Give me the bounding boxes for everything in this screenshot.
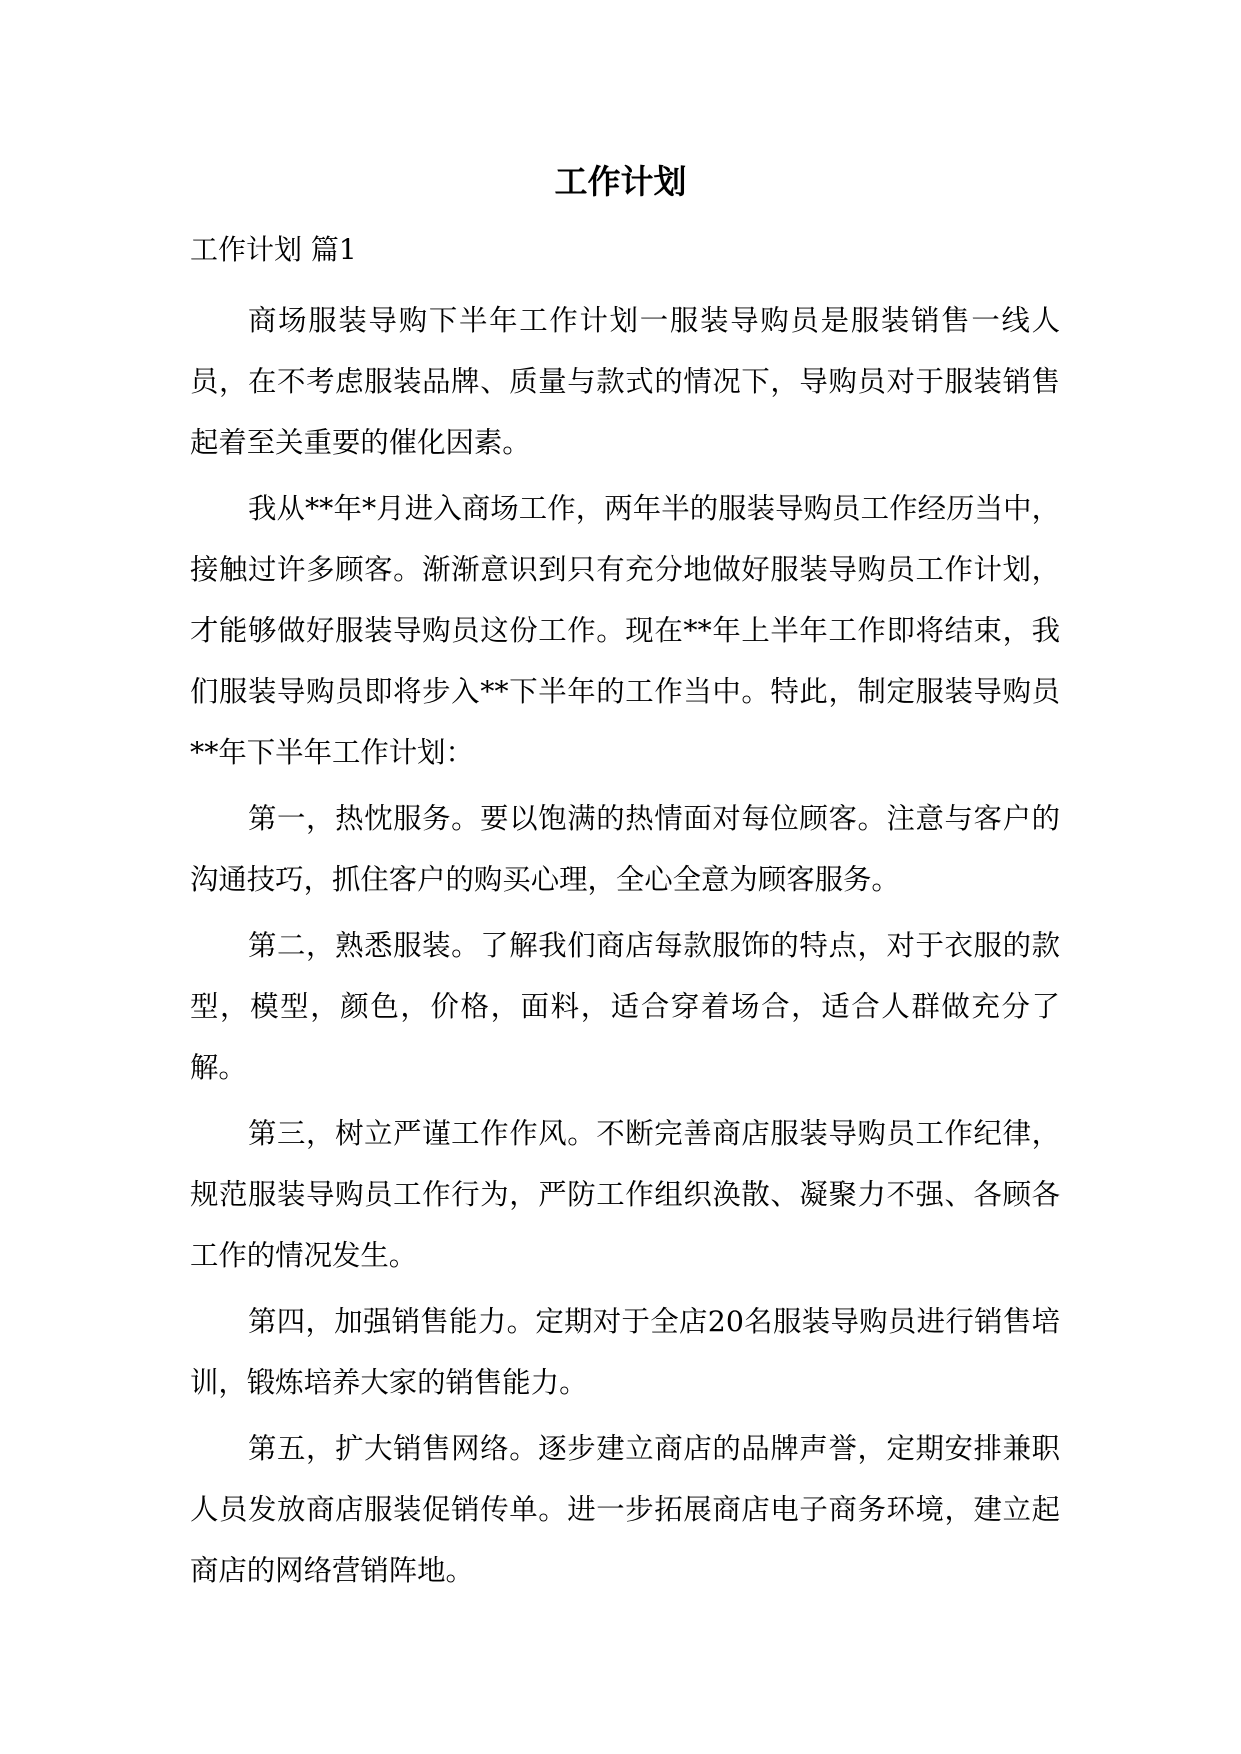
document-body <box>190 290 1060 1606</box>
paragraph-background: 我从**年*月进入商场工作，两年半的服装导购员工作经历当中，接触过许多顾客。渐渐意识到只有充分地做好服装导购员工作计划，才能够做好服装导购员这份工作。现在**年上半年工作即将结束，我们服装导购员即将步入**下半年的工作当中。特此，制定服装导购员**年下半年工作计划： <box>190 492 1060 769</box>
paragraph-item-4: 第四，加强销售能力。定期对于全店20名服装导购员进行销售培训，锻炼培养大家的销售能力。 <box>190 1305 1060 1399</box>
paragraph-item-2: 第二，熟悉服装。了解我们商店每款服饰的特点，对于衣服的款型，模型，颜色，价格，面料，适合穿着场合，适合人群做充分了解。 <box>190 929 1060 1084</box>
document-title: 工作计划 <box>554 162 687 201</box>
paragraph-item-1: 第一，热忱服务。要以饱满的热情面对每位顾客。注意与客户的沟通技巧，抓住客户的购买心理，全心全意为顾客服务。 <box>190 802 1060 896</box>
paragraph-intro: 商场服装导购下半年工作计划一服装导购员是服装销售一线人员，在不考虑服装品牌、质量与款式的情况下，导购员对于服装销售起着至关重要的催化因素。 <box>190 304 1060 459</box>
section-heading: 工作计划 篇1 <box>190 233 357 266</box>
paragraph-item-5: 第五，扩大销售网络。逐步建立商店的品牌声誉，定期安排兼职人员发放商店服装促销传单。进一步拓展商店电子商务环境，建立起商店的网络营销阵地。 <box>190 1432 1060 1587</box>
paragraph-item-3: 第三，树立严谨工作作风。不断完善商店服装导购员工作纪律，规范服装导购员工作行为，严防工作组织涣散、凝聚力不强、各顾各工作的情况发生。 <box>190 1117 1060 1272</box>
